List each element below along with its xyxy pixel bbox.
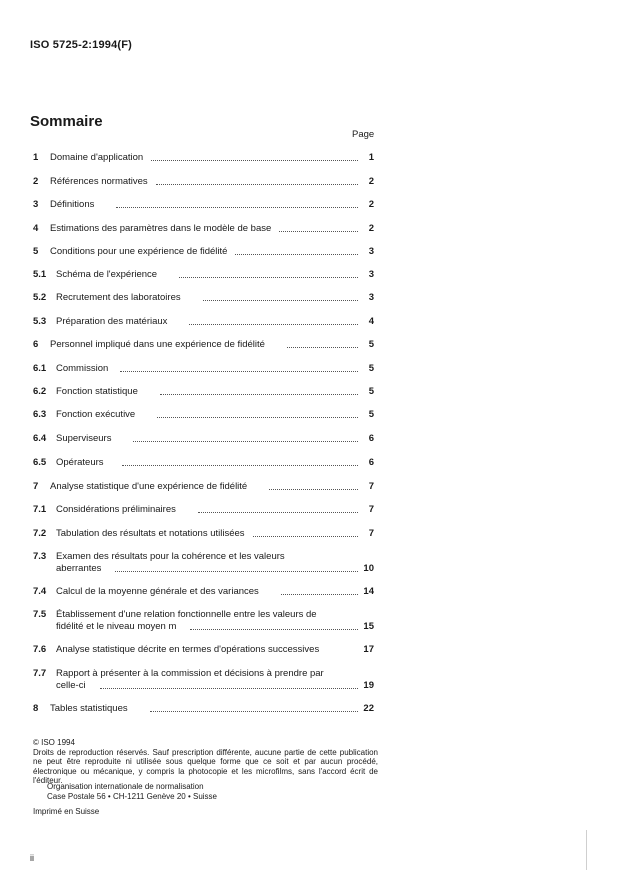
toc-entry[interactable] <box>33 668 374 692</box>
toc-entry-number: 6.4 <box>33 433 47 444</box>
dot-leader <box>287 347 358 348</box>
toc-entry-number: 7.5 <box>33 609 47 620</box>
toc-entry-number: 4 <box>33 223 39 234</box>
toc-entry-page: 2 <box>368 176 374 187</box>
toc-entry-page: 7 <box>368 481 374 492</box>
toc-entry-page: 2 <box>368 199 374 210</box>
toc-entry-number: 5.1 <box>33 269 47 280</box>
toc-entry-title: Calcul de la moyenne générale et des variances <box>56 586 259 597</box>
dot-leader <box>281 594 358 595</box>
dot-leader <box>279 231 358 232</box>
toc-entry-title: Analyse statistique d'une expérience de fidélité <box>50 481 248 492</box>
toc-entry-title-line1: Examen des résultats pour la cohérence et les valeurs <box>56 551 285 562</box>
toc-heading: Sommaire <box>30 113 103 130</box>
toc-entry-title-line2: aberrantes <box>56 563 102 574</box>
dot-leader <box>115 571 358 572</box>
toc-entry-number: 7.7 <box>33 668 47 679</box>
page-number: ii <box>30 853 34 863</box>
toc-entry[interactable] <box>33 481 374 493</box>
toc-entry-page: 1 <box>368 152 374 163</box>
toc-entry-title-line1: Établissement d'une relation fonctionnelle entre les valeurs de <box>56 609 317 620</box>
toc-entry-title: Estimations des paramètres dans le modèle de base <box>50 223 272 234</box>
dot-leader <box>120 371 358 372</box>
toc-entry-title: Schéma de l'expérience <box>56 269 158 280</box>
toc-entry[interactable] <box>33 176 374 188</box>
toc-entry-number: 2 <box>33 176 39 187</box>
document-id: ISO 5725-2:1994(F) <box>30 39 133 51</box>
dot-leader <box>253 536 358 537</box>
dot-leader <box>179 277 358 278</box>
toc-entry-page: 6 <box>368 433 374 444</box>
toc-entry-title: Opérateurs <box>56 457 104 468</box>
toc-entry[interactable] <box>33 457 374 469</box>
toc-entry[interactable] <box>33 316 374 328</box>
toc-entry-page: 3 <box>368 292 374 303</box>
dot-leader <box>100 688 358 689</box>
page-column-label: Page <box>352 129 375 140</box>
toc-entry[interactable] <box>33 199 374 211</box>
publisher-name: Organisation internationale de normalisation <box>47 782 204 791</box>
toc-entry-page: 2 <box>368 223 374 234</box>
toc-entry-number: 8 <box>33 703 39 714</box>
dot-leader <box>189 324 358 325</box>
toc-entry-number: 6 <box>33 339 39 350</box>
toc-entry-title: Analyse statistique décrite en termes d'opérations successives <box>56 644 320 655</box>
toc-entry-title: Conditions pour une expérience de fidélité <box>50 246 228 257</box>
toc-entry-number: 7.2 <box>33 528 47 539</box>
toc-entry[interactable] <box>33 586 374 598</box>
toc-entry[interactable] <box>33 551 374 575</box>
toc-entry-page: 3 <box>368 246 374 257</box>
toc-entry-number: 6.1 <box>33 363 47 374</box>
toc-entry-title: Personnel impliqué dans une expérience de fidélité <box>50 339 265 350</box>
dot-leader <box>160 394 358 395</box>
toc-entry-number: 6.3 <box>33 409 47 420</box>
toc-entry-number: 1 <box>33 152 39 163</box>
toc-entry-page: 7 <box>368 528 374 539</box>
dot-leader <box>122 465 358 466</box>
scan-edge-line <box>586 830 587 870</box>
publisher-address: Case Postale 56 • CH-1211 Genève 20 • Suisse <box>47 791 217 801</box>
toc-entry-page: 7 <box>368 504 374 515</box>
toc-entry-page: 5 <box>368 339 374 350</box>
dot-leader <box>198 512 358 513</box>
toc-entry-title: Recrutement des laboratoires <box>56 292 181 303</box>
toc-entry[interactable] <box>33 703 374 715</box>
toc-entry-title: Références normatives <box>50 176 148 187</box>
toc-entry-title: Fonction statistique <box>56 386 138 397</box>
dot-leader <box>269 489 358 490</box>
copyright-notice <box>33 738 378 786</box>
toc-entry-page: 17 <box>363 644 374 655</box>
toc-entry[interactable] <box>33 152 374 164</box>
toc-entry-number: 5.3 <box>33 316 47 327</box>
printed-in: Imprimé en Suisse <box>33 807 100 816</box>
toc-entry[interactable] <box>33 409 374 421</box>
toc-entry-page: 14 <box>363 586 374 597</box>
toc-entry-page: 4 <box>368 316 374 327</box>
toc-entry-title-line2: fidélité et le niveau moyen m <box>56 621 177 632</box>
toc-entry-title: Considérations préliminaires <box>56 504 176 515</box>
toc-entry-page: 15 <box>363 621 374 632</box>
rights-statement: Droits de reproduction réservés. Sauf prescription différente, aucune partie de cette publication ne peut être reproduite ni utilisée sous quelque forme que ce soit et par aucun procédé, électronique ou mécanique, y compris la photocopie et les microfilms, sans l'accord écrit de l'éditeur. <box>33 747 378 785</box>
toc-entry-title: Tables statistiques <box>50 703 128 714</box>
toc-entry-number: 6.2 <box>33 386 47 397</box>
toc-entry-page: 5 <box>368 363 374 374</box>
toc-entry-title: Commission <box>56 363 109 374</box>
toc-entry-number: 5 <box>33 246 39 257</box>
toc-entry[interactable] <box>33 528 374 540</box>
toc-entry[interactable] <box>33 292 374 304</box>
dot-leader <box>151 160 358 161</box>
toc-entry-number: 3 <box>33 199 39 210</box>
dot-leader <box>157 417 358 418</box>
toc-entry[interactable] <box>33 223 374 235</box>
toc-entry-title: Superviseurs <box>56 433 112 444</box>
toc-entry-number: 5.2 <box>33 292 47 303</box>
toc-entry-page: 6 <box>368 457 374 468</box>
toc-entry-title-line2: celle-ci <box>56 680 86 691</box>
toc-entry[interactable] <box>33 504 374 516</box>
toc-entry-page: 5 <box>368 409 374 420</box>
dot-leader <box>156 184 358 185</box>
copyright-line: © ISO 1994 <box>33 738 75 747</box>
dot-leader <box>235 254 358 255</box>
dot-leader <box>150 711 358 712</box>
toc-entry-page: 5 <box>368 386 374 397</box>
toc-entry-title: Fonction exécutive <box>56 409 136 420</box>
toc-entry-number: 7.1 <box>33 504 47 515</box>
toc-entry-page: 10 <box>363 563 374 574</box>
toc-entry[interactable] <box>33 339 374 351</box>
toc-entry-title: Préparation des matériaux <box>56 316 168 327</box>
dot-leader <box>190 629 358 630</box>
toc-entry-title: Définitions <box>50 199 95 210</box>
dot-leader <box>116 207 358 208</box>
toc-entry-number: 7.6 <box>33 644 47 655</box>
toc-entry-number: 7.4 <box>33 586 47 597</box>
toc-entry-title-line1: Rapport à présenter à la commission et décisions à prendre par <box>56 668 324 679</box>
publisher-block <box>47 782 217 801</box>
toc-entry-number: 7.3 <box>33 551 47 562</box>
toc-entry[interactable] <box>33 363 374 375</box>
toc-entry-page: 22 <box>363 703 374 714</box>
toc-entry[interactable] <box>33 386 374 398</box>
toc-entry-title: Tabulation des résultats et notations utilisées <box>56 528 245 539</box>
toc-entry[interactable] <box>33 269 374 281</box>
toc-entry-number: 6.5 <box>33 457 47 468</box>
toc-entry-page: 19 <box>363 680 374 691</box>
toc-entry-number: 7 <box>33 481 39 492</box>
toc-entry[interactable] <box>33 644 374 656</box>
toc-entry[interactable] <box>33 433 374 445</box>
dot-leader <box>133 441 358 442</box>
dot-leader <box>203 300 358 301</box>
toc-entry-page: 3 <box>368 269 374 280</box>
toc-entry-title: Domaine d'application <box>50 152 144 163</box>
toc-entry[interactable] <box>33 246 374 258</box>
toc-entry[interactable] <box>33 609 374 633</box>
